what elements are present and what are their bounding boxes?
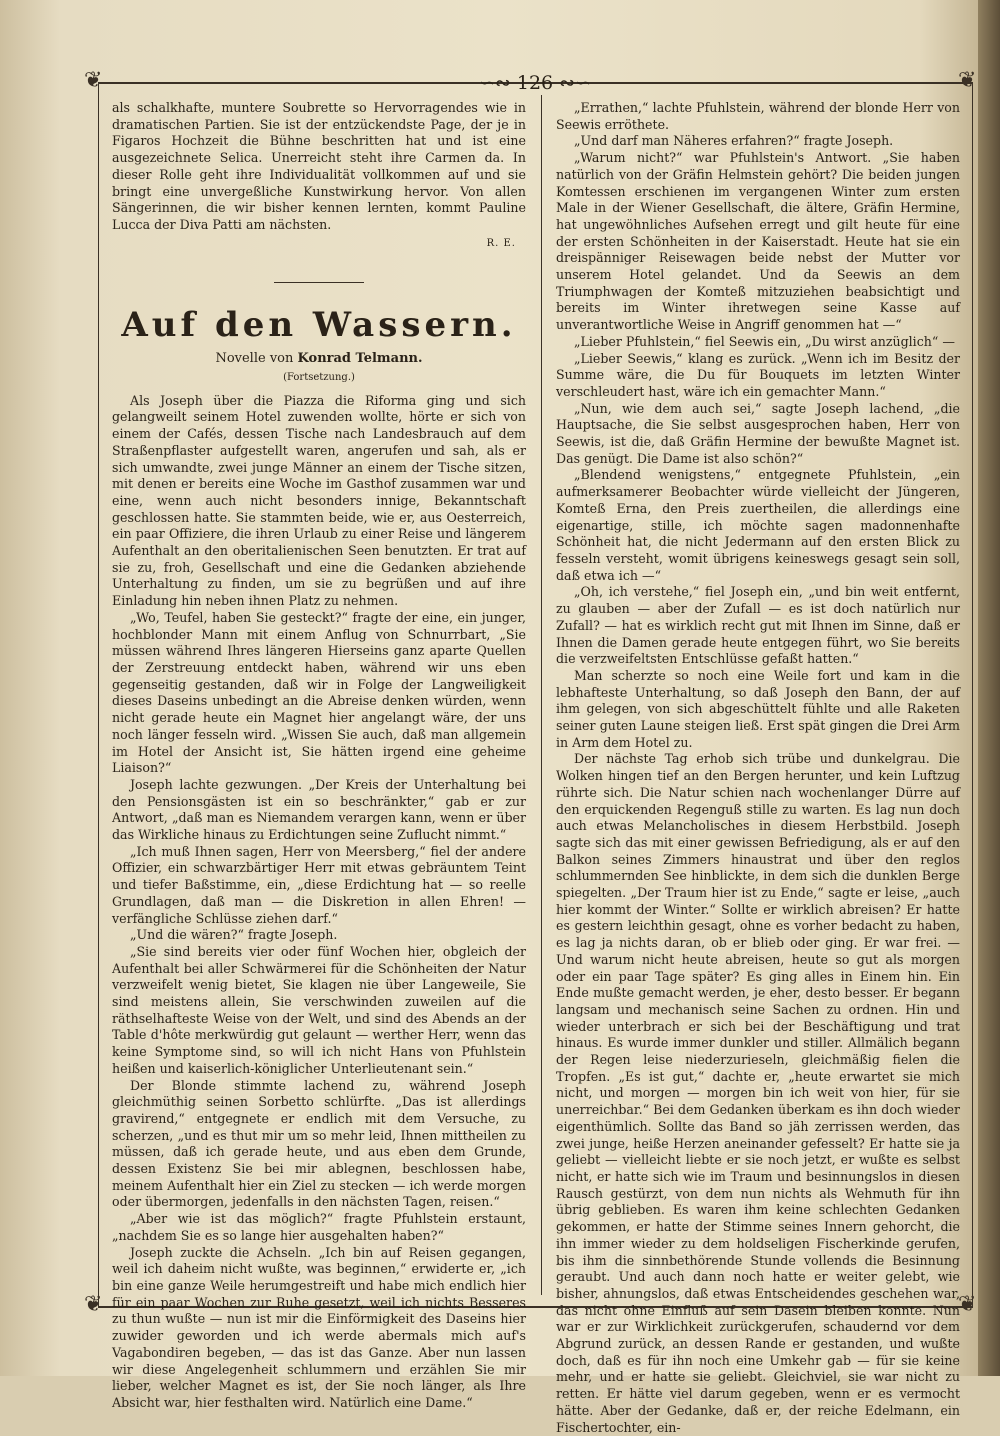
story-paragraph: „Oh, ich verstehe,“ fiel Joseph ein, „und bin weit entfernt, zu glauben — aber der Zufall — es ist doch natürlich nur Zufall? — hat es wirklich recht gut mit Ihnen im Sinne, daß er Ihnen die Damen gerade heute entgegen führt, wo Sie bereits die verzweifeltsten Entschlüsse gefaßt hatten.“ [556,584,960,667]
right-border-rule [972,82,973,1306]
flourish-left-icon: ∽∾ [478,72,511,94]
corner-ornament-icon: ❦ [958,1292,977,1317]
story-paragraph: „Warum nicht?“ war Pfuhlstein's Antwort. „Sie haben natürlich von der Gräfin Helmstein gehört? Die beiden jungen Komtessen erschienen im vergangenen Winter zum ersten Male in der Wiener Gesellschaft, die ältere, Gräfin Hermine, hat ungewöhnliches Aufsehen erregt und gilt heute für eine der ersten Schönheiten in der Kaiserstadt. Heute hat sie ein dreispänniger Reisewagen beide nebst der Mutter vor unserem Hotel gelandet. Und da Seewis an dem Triumphwagen der Komteß mitzuziehen beabsichtigt und bereits im Winter ihretwegen seine Kasse auf unverantwortliche Weise in Angriff genommen hat —“ [556,150,960,333]
story-paragraph: Man scherzte so noch eine Weile fort und kam in die lebhafteste Unterhaltung, so daß Joseph den Bann, der auf ihm gelegen, von sich abgeschüttelt fühlte und alle Raketen seiner guten Laune steigen ließ. Erst spät gingen die Drei Arm in Arm dem Hotel zu. [556,667,960,750]
story-paragraph: Joseph zuckte die Achseln. „Ich bin auf Reisen gegangen, weil ich daheim nicht wußte, was beginnen,“ erwiderte er, „ich bin eine ganze Weile herumgestreift und habe mich endlich hier für ein paar Wochen zur Ruhe gesetzt, weil ich nichts Besseres zu thun wußte — nun ist mir die Einförmigkeit des Daseins hier zuwider geworden und ich werde abermals mich auf's Vagabondiren begeben, — das ist das Ganze. Aber nun lassen wir diese Angelegenheit schlummern und erzählen Sie mir lieber, welcher Magnet es ist, der Sie noch länger, als Ihre Absicht war, hier festhalten wird. Natürlich eine Dame.“ [112,1244,526,1410]
story-paragraph: Der Blonde stimmte lachend zu, während Joseph gleichmüthig seinen Sorbetto schlürfte. „Das ist allerdings gravirend,“ entgegnete er endlich mit dem Versuche, zu scherzen, „und es thut mir um so mehr leid, Ihnen mittheilen zu müssen, daß ich gerade heute, und aus eben dem Grunde, dessen Existenz Sie bei mir ablegnen, beschlossen habe, meinem Aufenthalt hier ein Ziel zu stecken — ich werde morgen oder übermorgen, jedenfalls in den nächsten Tagen, reisen.“ [112,1077,526,1210]
left-column [112,100,526,1412]
right-column [556,100,960,1436]
story-paragraph: „Lieber Pfuhlstein,“ fiel Seewis ein, „Du wirst anzüglich“ — [574,333,955,349]
page-number-value: 126 [516,72,554,94]
story-paragraph: Als Joseph über die Piazza die Riforma ging und sich gelangweilt seinem Hotel zuwenden wollte, hörte er sich von einem der Cafés, dessen Tische nach Landesbrauch auf dem Straßenpflaster aufgestellt waren, angerufen und sah, als er sich umwandte, zwei junge Männer an einem der Tische sitzen, mit denen er bereits eine Woche im Gasthof zusammen war und eine, wenn auch nicht besonders innige, Bekanntschaft geschlossen hatte. Sie stammten beide, wie er, aus Oesterreich, ein paar Offiziere, die ihren Urlaub zu einer Reise und längerem Aufenthalt an den oberitalienischen Seen benutzten. Er trat auf sie zu, froh, Gesellschaft und eine die Gedanken abziehende Unterhaltung zu finden, um sie zu begrüßen und auf ihre Einladung hin neben ihnen Platz zu nehmen. [112,392,526,609]
section-separator [274,282,364,283]
corner-ornament-icon: ❦ [84,68,103,93]
story-paragraph: „Blendend wenigstens,“ entgegnete Pfuhlstein, „ein aufmerksamerer Beobachter würde vielleicht der Jüngeren, Komteß Erna, den Preis zuertheilen, die allerdings eine eigenartige, stille, ich möchte sagen madonnenhafte Schönheit hat, die nicht Jedermann auf den ersten Blick zu fesseln versteht, womit übrigens keineswegs gesagt sein soll, daß etwa ich —“ [556,467,960,583]
story-paragraph: Der nächste Tag erhob sich trübe und dunkelgrau. Die Wolken hingen tief an den Bergen herunter, und kein Luftzug rührte sich. Die Natur schien nach wochenlanger Dürre auf den erquickenden Regenguß stille zu warten. Es lag nun doch auch etwas Melancholisches in diesem Herbstbild. Joseph sagte sich das mit einer gewissen Befriedigung, als er auf den Balkon seines Zimmers hinaustrat und über den reglos schlummernden See hinblickte, in dem sich die dunklen Berge spiegelten. „Der Traum hier ist zu Ende,“ sagte er leise, „auch hier kommt der Winter.“ Sollte er wirklich abreisen? Er hatte es gestern leichthin gesagt, ohne es vorher bedacht zu haben, es lag ja nichts daran, ob er blieb oder ging. Er war frei. — Und warum nicht heute abreisen, heute so gut als morgen oder ein paar Tage später? Es ging alles in Einem hin. Ein Ende mußte gemacht werden, je eher, desto besser. Er begann langsam und mechanisch seine Sachen zu ordnen. Hin und wieder unterbrach er sich bei der Beschäftigung und trat hinaus. Es wurde immer dunkler und stiller. Allmälich begann der Regen leise niederzurieseln, gleichmäßig fielen die Tropfen. „Es ist gut,“ dachte er, „heute erwartet sie mich nicht, und morgen — morgen bin ich weit von hier, für sie unerreichbar.“ Bei dem Gedanken überkam es ihn doch wieder eigenthümlich. Sollte das Band so jäh zerrissen werden, das zwei junge, heiße Herzen aneinander gefesselt? Er hatte sie ja geliebt — vielleicht liebte er sie noch jetzt, er wußte es selbst nicht, er hatte sich wie im Traum und besinnungslos in diesen Rausch gestürzt, von dem nun nichts als Wehmuth für ihn übrig geblieben. Es waren ihm keine schlechten Gedanken gekommen, er hatte der Stimme seines Innern gehorcht, die ihn immer wieder zu dem holdseligen Fischerkinde gerufen, bis ihm die sinnbethörende Stunde vollends die Besinnung geraubt. Und auch dann noch hatte er weiter gelebt, wie bisher, ahnungslos, daß etwas Entscheidendes geschehen war, das nicht ohne Einfluß auf sein Dasein bleiben konnte. Nun war er zur Wirklichkeit zurückgerufen, schaudernd vor dem Abgrund zurück, an dessen Rande er gestanden, und wußte doch, daß es für ihn noch eine Umkehr gab — für sie keine mehr, und er hatte sie geliebt. Gleichviel, sie war nicht zu retten. Er hätte viel darum gegeben, wenn er es vermocht hätte. Aber der Gedanke, daß er, der reiche Edelmann, ein Fischertochter, ein- [556,751,960,1435]
corner-ornament-icon: ❦ [84,1292,103,1317]
story-paragraph: „Und die wären?“ fragte Joseph. [130,927,338,943]
story-paragraph: „Aber wie ist das möglich?“ fragte Pfuhlstein erstaunt, „nachdem Sie es so lange hier ausgehalten haben?“ [112,1211,526,1243]
continuation-note: (Fortsetzung.) [283,372,355,384]
corner-ornament-icon: ❦ [958,68,977,93]
page-number [470,72,600,94]
book-binding-edge [978,0,1000,1376]
story-paragraph: „Errathen,“ lachte Pfuhlstein, während der blonde Herr von Seewis erröthete. [556,100,960,132]
flourish-right-icon: ∾∽ [559,72,592,94]
subtitle-prefix: Novelle von [215,351,294,367]
column-divider-rule [541,95,542,1295]
review-signature: R. E. [486,237,516,249]
story-subtitle [112,351,526,368]
story-paragraph: Joseph lachte gezwungen. „Der Kreis der Unterhaltung bei den Pensionsgästen ist ein so beschränkter,“ gab er zur Antwort, „daß man es Niemandem verargen kann, wenn er über das Wirkliche hinaus zu Erdichtungen seine Zuflucht nimmt.“ [112,776,526,843]
story-paragraph: „Und darf man Näheres erfahren?“ fragte Joseph. [574,133,894,149]
story-paragraph: „Lieber Seewis,“ klang es zurück. „Wenn ich im Besitz der Summe wäre, die Du für Bouquets im letzten Winter verschleudert hast, wäre ich ein gemachter Mann.“ [556,350,960,399]
story-title: Auf den Wassern. [121,305,517,346]
story-paragraph: „Ich muß Ihnen sagen, Herr von Meersberg,“ fiel der andere Offizier, ein schwarzbärtiger Herr mit etwas gebräuntem Teint und tiefer Baßstimme, ein, „diese Erdichtung hat — so reelle Grundlagen, daß man — die Diskretion in allen Ehren! — verfängliche Schlüsse ziehen darf.“ [112,843,526,926]
story-paragraph: „Wo, Teufel, haben Sie gesteckt?“ fragte der eine, ein junger, hochblonder Mann mit einem Anflug von Schnurrbart, „Sie müssen während Ihres längeren Hierseins ganz aparte Quellen der Zerstreuung entdeckt haben, während wir uns eben gegenseitig gestanden, daß wir in Folge der Langweiligkeit dieses Daseins unbedingt an die Abreise denken würden, wenn nicht gerade heute ein Magnet hier angelangt wäre, der uns noch länger fesseln wird. „Wissen Sie auch, daß man allgemein im Hotel der Ansicht ist, Sie hätten irgend eine geheime Liaison?“ [112,609,526,776]
story-author: Konrad Telmann. [297,351,423,367]
left-border-rule [98,82,99,1306]
story-paragraph: „Nun, wie dem auch sei,“ sagte Joseph lachend, „die Hauptsache, die Sie selbst ausgesprochen haben, Herr von Seewis, ist die, daß Gräfin Hermine der bewußte Magnet ist. Das genügt. Die Dame ist also schön?“ [556,400,960,466]
review-paragraph: als schalkhafte, muntere Soubrette so Hervorragendes wie in dramatischen Partien. Sie ist der entzückendste Page, der je in Figaros Hochzeit die Bühne beschritten hat und ist eine ausgezeichnete Selica. Unerreicht steht ihre Carmen da. In dieser Rolle geht ihre Individualität vollkommen auf und sie bringt eine unvergeßliche Kunstwirkung hervor. Von allen Sängerinnen, die wir bisher kennen lernten, kommt Pauline Lucca der Diva Patti am nächsten. [112,100,526,232]
story-paragraph: „Sie sind bereits vier oder fünf Wochen hier, obgleich der Aufenthalt bei aller Schwärmerei für die Schönheiten der Natur verzweifelt wenig bietet, Sie klagen nie über Langeweile, Sie sind meistens allein, Sie verschwinden zuweilen auf die räthselhafteste Weise von der Welt, und sind des Abends an der Table d'hôte merkwürdig gut gelaunt — werther Herr, wenn das keine Symptome sind, so will ich nicht Hans von Pfuhlstein heißen und kaiserlich-königlicher Unterlieutenant sein.“ [112,943,526,1076]
